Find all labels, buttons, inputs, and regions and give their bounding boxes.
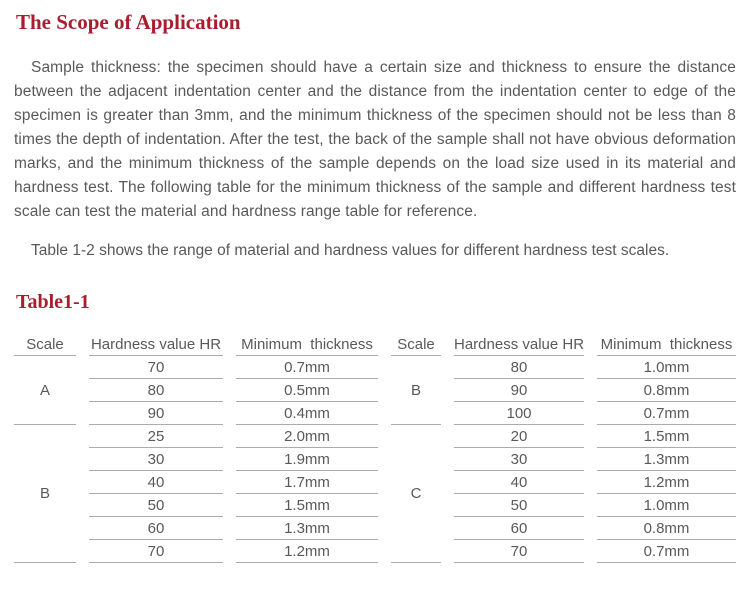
thickness-cell: 1.9mm bbox=[236, 448, 378, 471]
thickness-cell: 1.5mm bbox=[597, 425, 736, 448]
hr-value-cell: 100 bbox=[454, 402, 584, 425]
thickness-cell: 1.5mm bbox=[236, 494, 378, 517]
thickness-cell: 1.3mm bbox=[597, 448, 736, 471]
table-row bbox=[14, 494, 736, 517]
hardness-table bbox=[1, 333, 749, 563]
paragraph-table-reference: Table 1-2 shows the range of material and hardness values for different hardness test scales. bbox=[31, 242, 670, 259]
hr-value-cell: 80 bbox=[89, 379, 223, 402]
hr-value-cell: 50 bbox=[454, 494, 584, 517]
thickness-cell: 0.7mm bbox=[236, 356, 378, 379]
thickness-cell: 1.2mm bbox=[236, 540, 378, 563]
table-row bbox=[14, 540, 736, 563]
column-header-hr-left: Hardness value HR bbox=[89, 333, 223, 356]
hr-value-cell: 80 bbox=[454, 356, 584, 379]
hr-value-cell: 90 bbox=[454, 379, 584, 402]
thickness-cell: 0.8mm bbox=[597, 379, 736, 402]
table-row bbox=[14, 471, 736, 494]
hr-value-cell: 60 bbox=[454, 517, 584, 540]
thickness-cell: 0.4mm bbox=[236, 402, 378, 425]
table-row bbox=[14, 517, 736, 540]
thickness-cell: 1.0mm bbox=[597, 494, 736, 517]
hr-value-cell: 40 bbox=[454, 471, 584, 494]
thickness-cell: 0.8mm bbox=[597, 517, 736, 540]
hr-value-cell: 50 bbox=[89, 494, 223, 517]
hr-value-cell: 30 bbox=[89, 448, 223, 471]
thickness-cell: 0.5mm bbox=[236, 379, 378, 402]
table-row bbox=[14, 356, 736, 379]
hr-value-cell: 90 bbox=[89, 402, 223, 425]
table-row bbox=[14, 425, 736, 448]
thickness-cell: 1.0mm bbox=[597, 356, 736, 379]
hr-value-cell: 25 bbox=[89, 425, 223, 448]
thickness-cell: 1.7mm bbox=[236, 471, 378, 494]
scale-cell: A bbox=[14, 356, 76, 425]
table-header-row bbox=[14, 333, 736, 356]
page-title: The Scope of Application bbox=[16, 10, 241, 34]
hr-value-cell: 30 bbox=[454, 448, 584, 471]
hr-value-cell: 20 bbox=[454, 425, 584, 448]
table-heading: Table1-1 bbox=[16, 291, 90, 313]
column-header-scale-left: Scale bbox=[14, 333, 76, 356]
scale-cell: C bbox=[391, 425, 441, 563]
scale-cell: B bbox=[391, 356, 441, 425]
hr-value-cell: 70 bbox=[454, 540, 584, 563]
column-header-thickness-left: Minimum thickness bbox=[236, 333, 378, 356]
column-header-hr-right: Hardness value HR bbox=[454, 333, 584, 356]
scale-cell: B bbox=[14, 425, 76, 563]
thickness-cell: 0.7mm bbox=[597, 540, 736, 563]
column-header-thickness-right: Minimum thickness bbox=[597, 333, 736, 356]
column-header-scale-right: Scale bbox=[391, 333, 441, 356]
hr-value-cell: 70 bbox=[89, 356, 223, 379]
thickness-cell: 2.0mm bbox=[236, 425, 378, 448]
hr-value-cell: 40 bbox=[89, 471, 223, 494]
table-row bbox=[14, 402, 736, 425]
table-row bbox=[14, 379, 736, 402]
hr-value-cell: 70 bbox=[89, 540, 223, 563]
table-row bbox=[14, 448, 736, 471]
thickness-cell: 0.7mm bbox=[597, 402, 736, 425]
paragraph-sample-thickness: Sample thickness: the specimen should have a certain size and thickness to ensure the distance between the adjacent indentation center and the distance from the indentation center to edge of the specimen is greater than 3mm, and the minimum thickness of the specimen should not be less than 8 times the depth of indentation. After the test, the back of the sample shall not have obvious deformation marks, and the minimum thickness of the sample depends on the load size used in its material and hardness test. The following table for the minimum thickness of the sample and different hardness test scale can test the material and hardness range table for reference. bbox=[14, 59, 736, 220]
thickness-cell: 1.3mm bbox=[236, 517, 378, 540]
hr-value-cell: 60 bbox=[89, 517, 223, 540]
thickness-cell: 1.2mm bbox=[597, 471, 736, 494]
